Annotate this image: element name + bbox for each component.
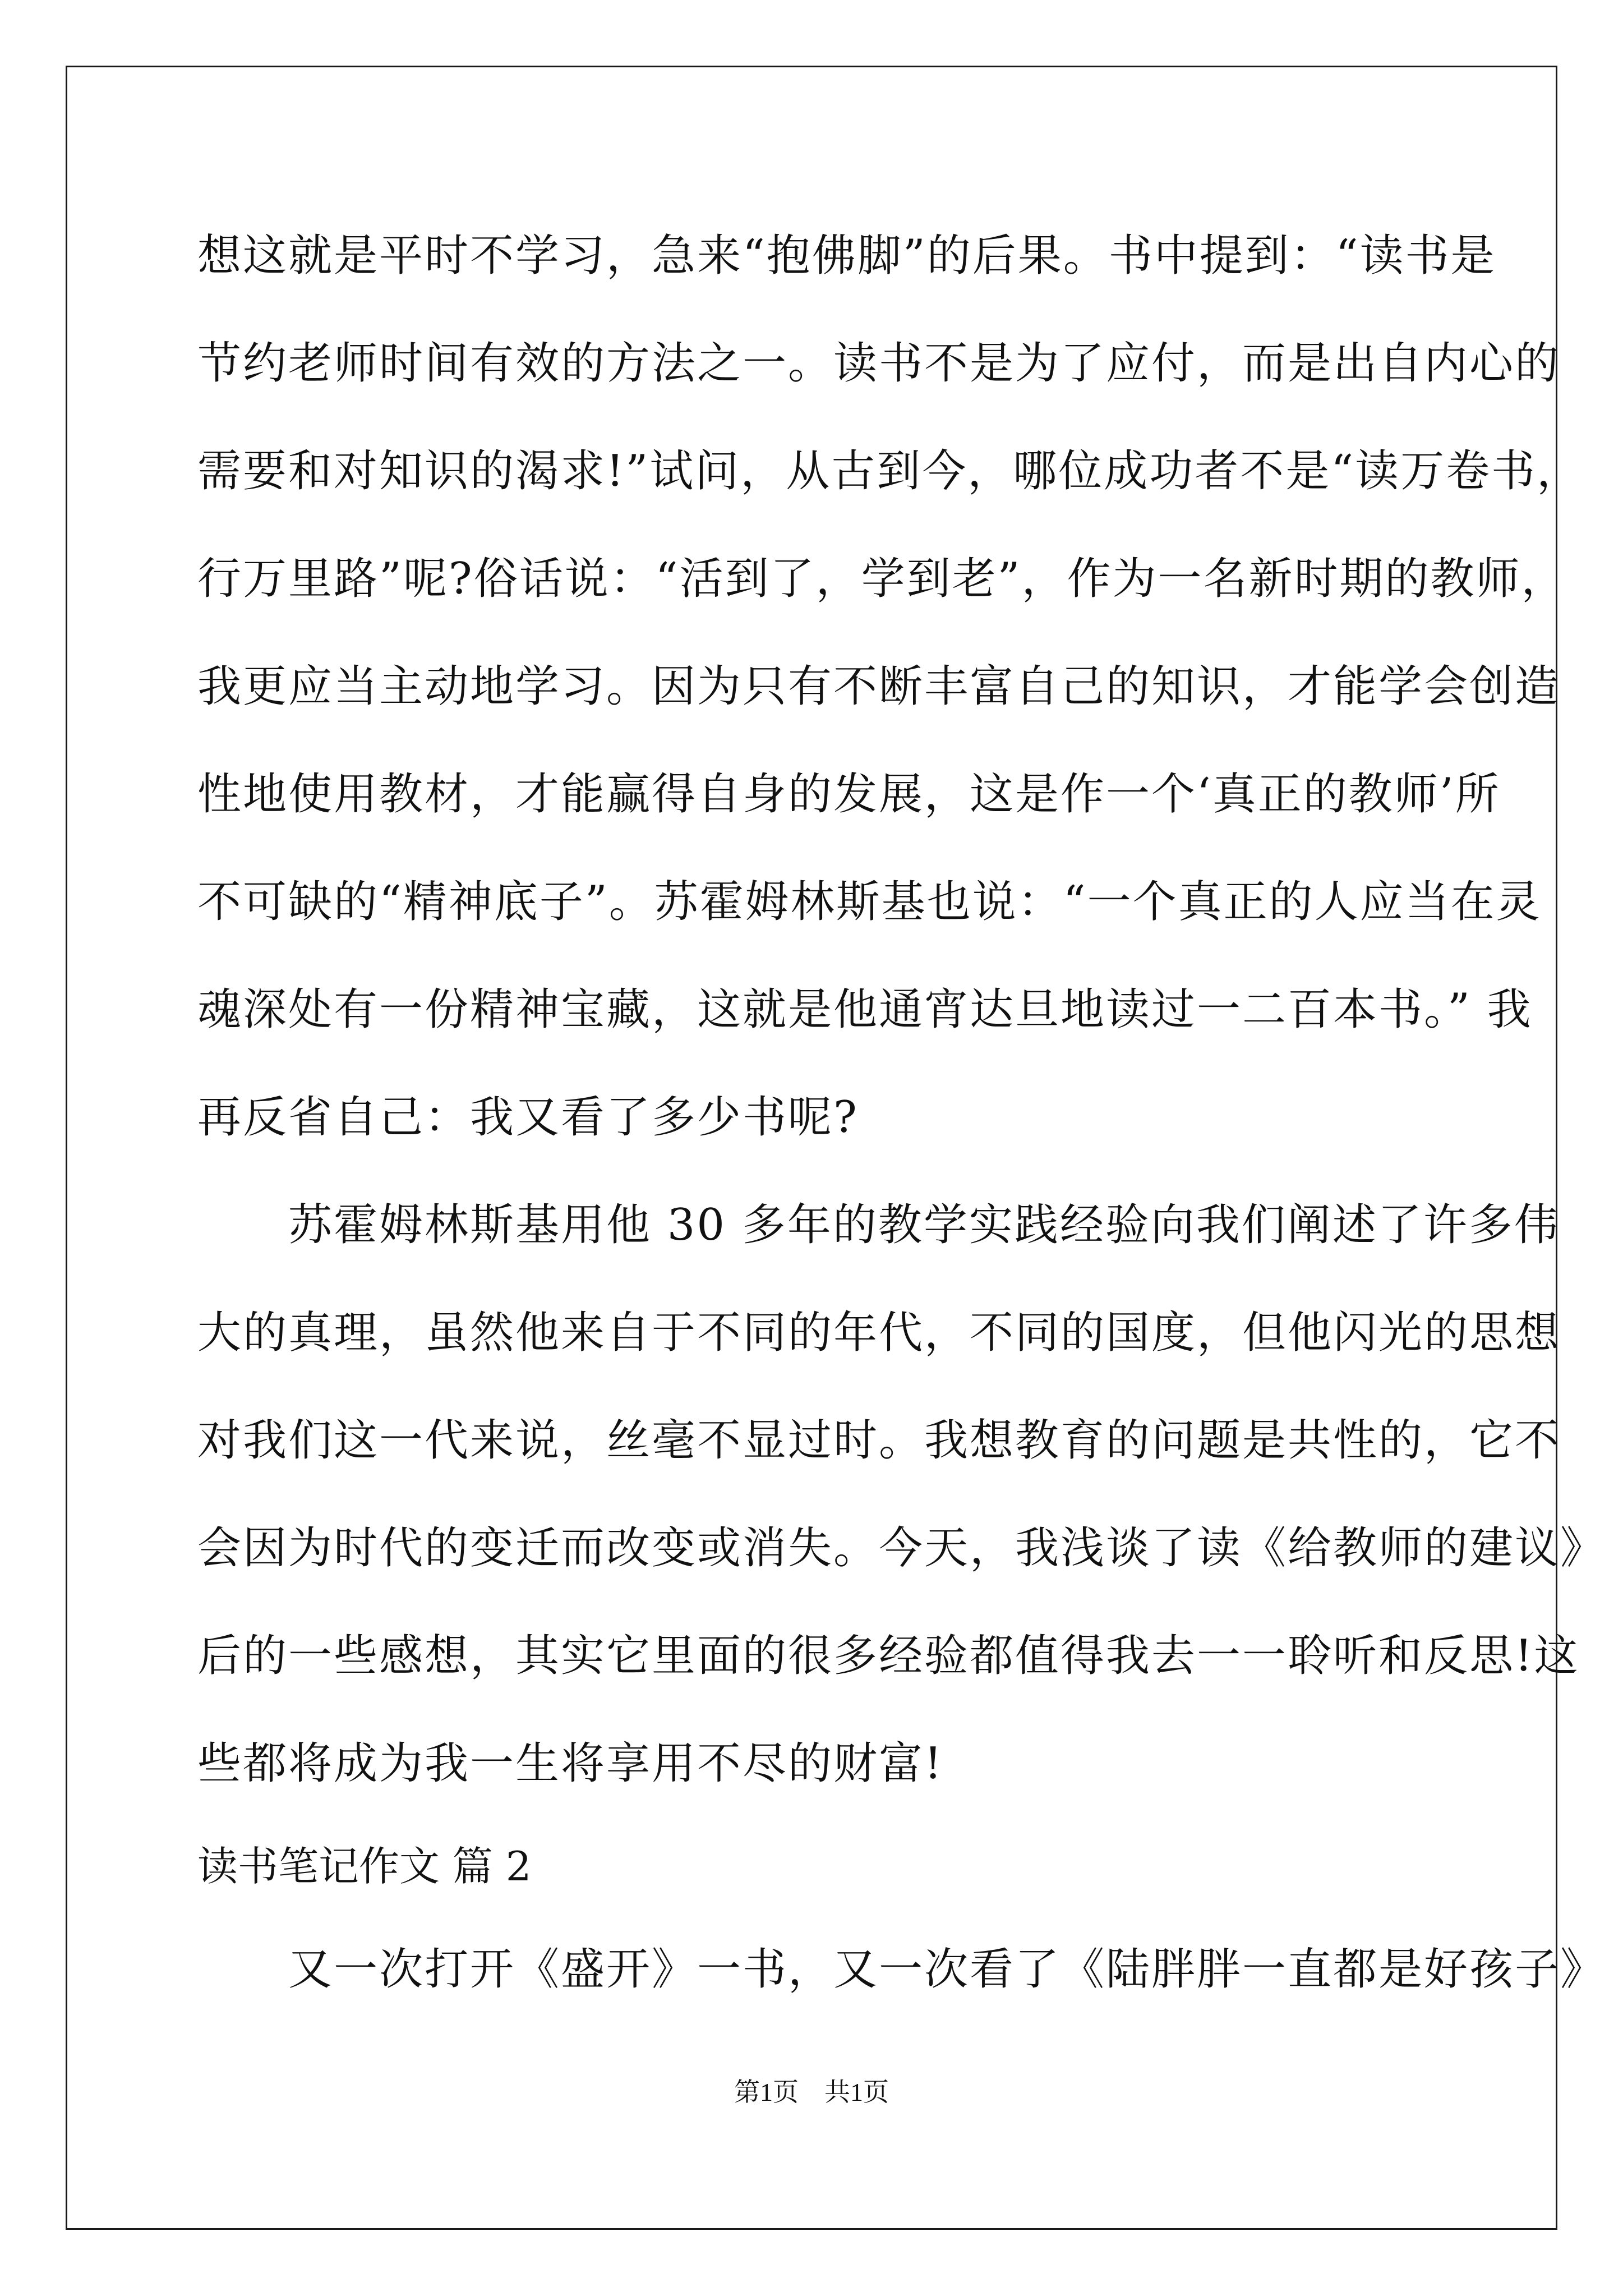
body-line: 需要和对知识的渴求!”试问，从古到今，哪位成功者不是“读万卷书， <box>197 446 1583 496</box>
body-line: 苏霍姆林斯基用他 30 多年的教学实践经验向我们阐述了许多伟 <box>197 1200 1560 1250</box>
body-line: 大的真理，虽然他来自于不同的年代，不同的国度，但他闪光的思想 <box>197 1308 1561 1358</box>
body-line: 想这就是平时不学习，急来“抱佛脚”的后果。书中提到：“读书是 <box>197 231 1496 281</box>
body-line: 后的一些感想，其实它里面的很多经验都值得我去一一聆听和反思!这 <box>197 1631 1580 1681</box>
document-body <box>197 202 1606 2023</box>
body-line: 会因为时代的变迁而改变或消失。今天，我浅谈了读《给教师的建议》 <box>197 1523 1606 1573</box>
body-line: 不可缺的“精神底子”。苏霍姆林斯基也说：“一个真正的人应当在灵 <box>197 877 1542 927</box>
body-line: 对我们这一代来说，丝毫不显过时。我想教育的问题是共性的，它不 <box>197 1415 1561 1466</box>
body-line: 我更应当主动地学习。因为只有不断丰富自己的知识，才能学会创造 <box>197 661 1561 712</box>
body-line: 性地使用教材，才能赢得自身的发展，这是作一个‘真正的教师’所 <box>197 769 1501 820</box>
body-line: 些都将成为我一生将享用不尽的财富! <box>197 1738 944 1789</box>
body-line: 再反省自己：我又看了多少书呢? <box>197 1092 859 1143</box>
page-footer: 第1页 共1页 <box>734 2078 889 2106</box>
body-line: 节约老师时间有效的方法之一。读书不是为了应付，而是出自内心的 <box>197 338 1561 389</box>
body-line: 魂深处有一份精神宝藏，这就是他通宵达旦地读过一二百本书。” 我 <box>197 984 1533 1035</box>
section-first-line: 又一次打开《盛开》一书，又一次看了《陆胖胖一直都是好孩子》 <box>197 1944 1606 1995</box>
body-line: 行万里路”呢?俗话说：“活到了，学到老”，作为一名新时期的教师， <box>197 554 1567 604</box>
section-heading: 读书笔记作文 篇 2 <box>197 1843 532 1890</box>
